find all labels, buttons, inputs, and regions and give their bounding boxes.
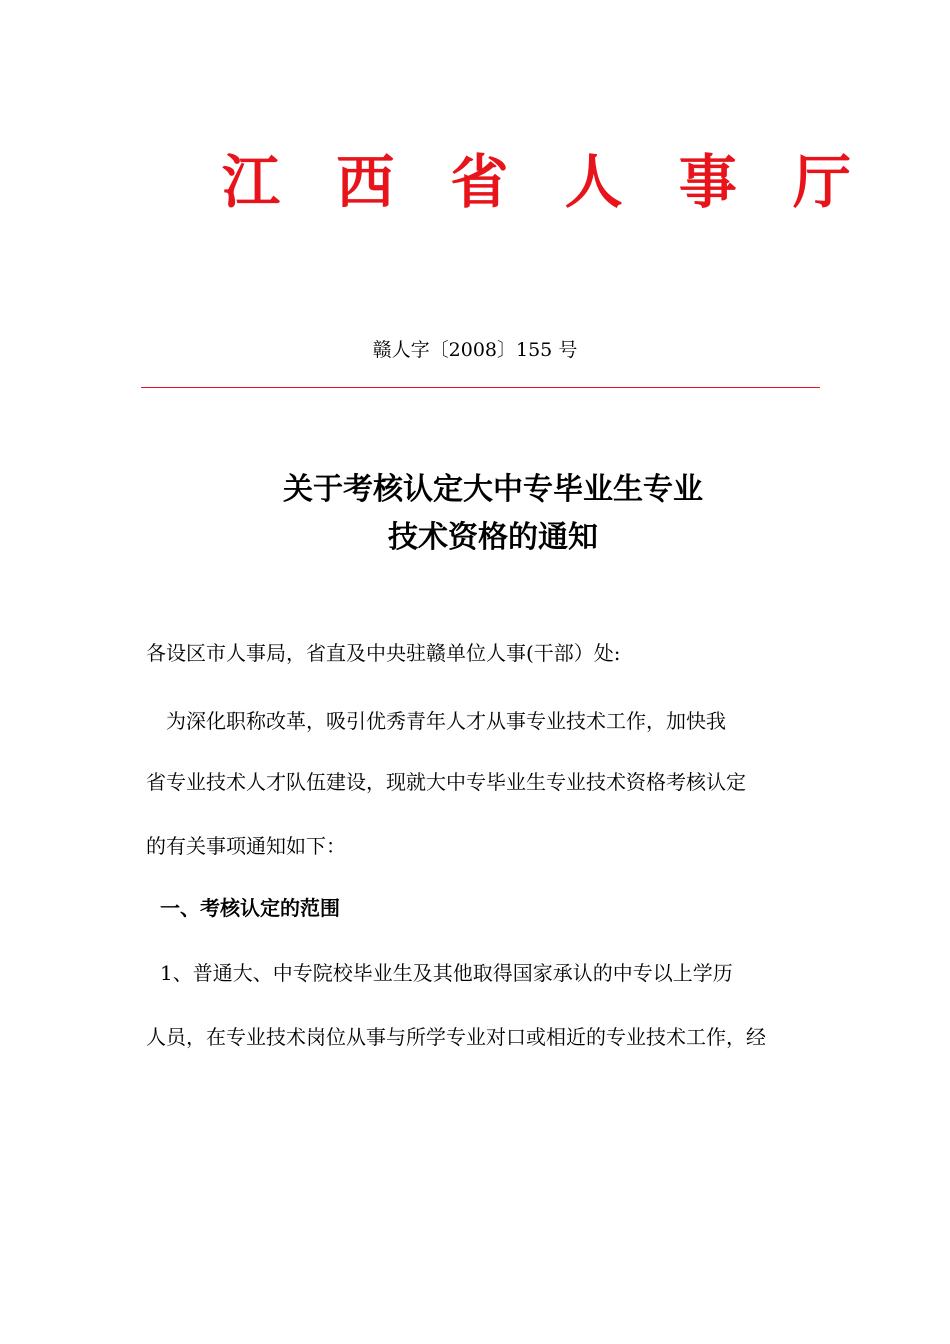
intro-line: 的有关事项通知如下： xyxy=(146,834,346,858)
intro-line: 为深化职称改革，吸引优秀青年人才从事专业技术工作，加快我 xyxy=(166,709,726,733)
document-title-line-2: 技术资格的通知 xyxy=(388,520,598,555)
addressee: 各设区市人事局，省直及中央驻赣单位人事(干部）处: xyxy=(146,641,621,665)
red-divider xyxy=(141,387,820,388)
org-name-header: 江 西 省 人 事 厅 xyxy=(222,148,869,216)
intro-line: 省专业技术人才队伍建设，现就大中专毕业生专业技术资格考核认定 xyxy=(146,770,746,794)
section-heading: 一、考核认定的范围 xyxy=(160,896,340,920)
document-number: 赣人字〔2008〕155 号 xyxy=(372,339,578,361)
section-line: 1、普通大、中专院校毕业生及其他取得国家承认的中专以上学历 xyxy=(160,961,733,985)
document-title-line-1: 关于考核认定大中专毕业生专业 xyxy=(283,472,703,507)
section-line: 人员，在专业技术岗位从事与所学专业对口或相近的专业技术工作，经 xyxy=(146,1025,766,1049)
